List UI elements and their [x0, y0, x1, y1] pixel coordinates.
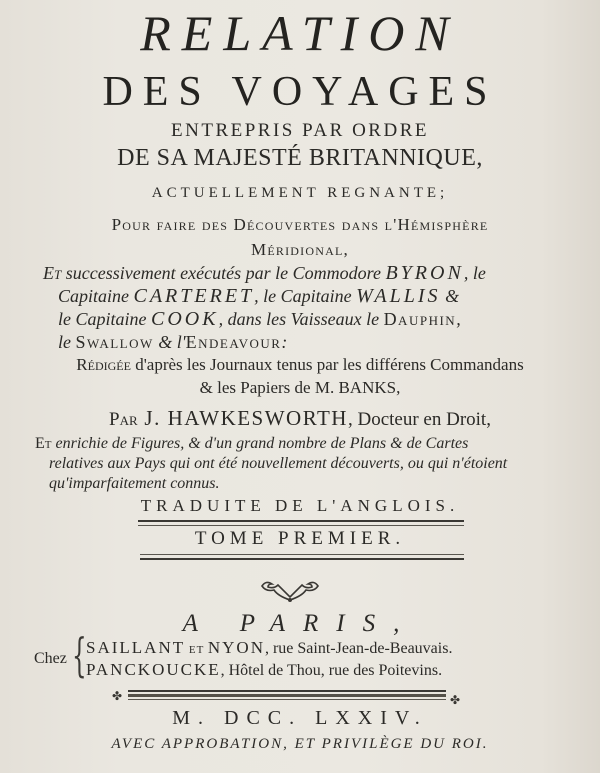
rule-year-top: [128, 690, 446, 692]
fleuron-right-icon: ✤: [450, 693, 461, 707]
ship-endeavour: Endeavour: [185, 332, 282, 352]
fleuron-left-icon: ✤: [112, 689, 123, 703]
purpose-line-1: Pour faire des Découvertes dans l'Hémisphère: [111, 215, 489, 234]
rule-year-mid: [128, 694, 446, 697]
title-line-relation: RELATION: [140, 5, 460, 61]
rule-bottom-thin: [140, 554, 464, 555]
rule-bottom-thick: [140, 558, 464, 560]
ship-swallow: Swallow: [75, 332, 154, 352]
purpose-line-2: Méridional,: [251, 240, 349, 259]
rule-top-thin: [138, 525, 464, 526]
executed-by-paragraph: Et successivement exécutés par le Commodore BYRON, le Capitaine CARTERET, le Capitaine WALLIS & le Capitaine COOK, dans les Vaisseaux le Dauphin, le Swallow & l'Endeavour:: [43, 262, 486, 352]
chez-label: Chez: [34, 650, 67, 667]
author-line: Par J. HAWKESWORTH, Docteur en Droit,: [109, 406, 491, 430]
subtitle-regnante: ACTUELLEMENT REGNANTE;: [151, 185, 449, 201]
redigee-line-1: Rédigée d'après les Journaux tenus par les différens Commandans: [76, 355, 524, 374]
subtitle-majeste: DE SA MAJESTÉ BRITANNIQUE,: [117, 145, 483, 171]
translated-line: TRADUITE DE L'ANGLOIS.: [140, 496, 460, 515]
volume-line: TOME PREMIER.: [194, 528, 406, 549]
name-wallis: WALLIS: [356, 285, 441, 307]
subtitle-entrepris: ENTREPRIS PAR ORDRE: [171, 120, 429, 141]
enriched-paragraph: Et enrichie de Figures, & d'un grand nombre de Plans & de Cartes relatives aux Pays qui ont été nouvellement découverts, ou qui n'étoient qu'imparfaitement connus.: [35, 435, 508, 492]
author-name: J. HAWKESWORTH: [137, 406, 348, 430]
redigee-line-2: & les Papiers de M. BANKS,: [199, 378, 401, 397]
name-byron: BYRON: [385, 262, 464, 284]
title-line-des-voyages: DES VOYAGES: [102, 69, 498, 115]
ornament-icon: [258, 576, 322, 604]
name-cook: COOK: [151, 308, 219, 330]
name-carteret: CARTERET: [133, 285, 255, 307]
ship-dauphin: Dauphin: [383, 309, 457, 329]
publisher-1: SAILLANT ET NYON, rue Saint-Jean-de-Beauvais.: [86, 638, 453, 657]
brace-icon: {: [72, 628, 87, 682]
publisher-2: PANCKOUCKE, Hôtel de Thou, rue des Poitevins.: [86, 660, 443, 679]
year-line: M. DCC. LXXIV.: [172, 707, 428, 729]
rule-top-thick: [138, 520, 464, 522]
rule-year-bottom: [128, 699, 446, 700]
place-line: A PARIS,: [182, 610, 418, 637]
privilege-line: AVEC APPROBATION, ET PRIVILÈGE DU ROI.: [111, 736, 489, 752]
executed-intro: Et: [43, 263, 62, 283]
